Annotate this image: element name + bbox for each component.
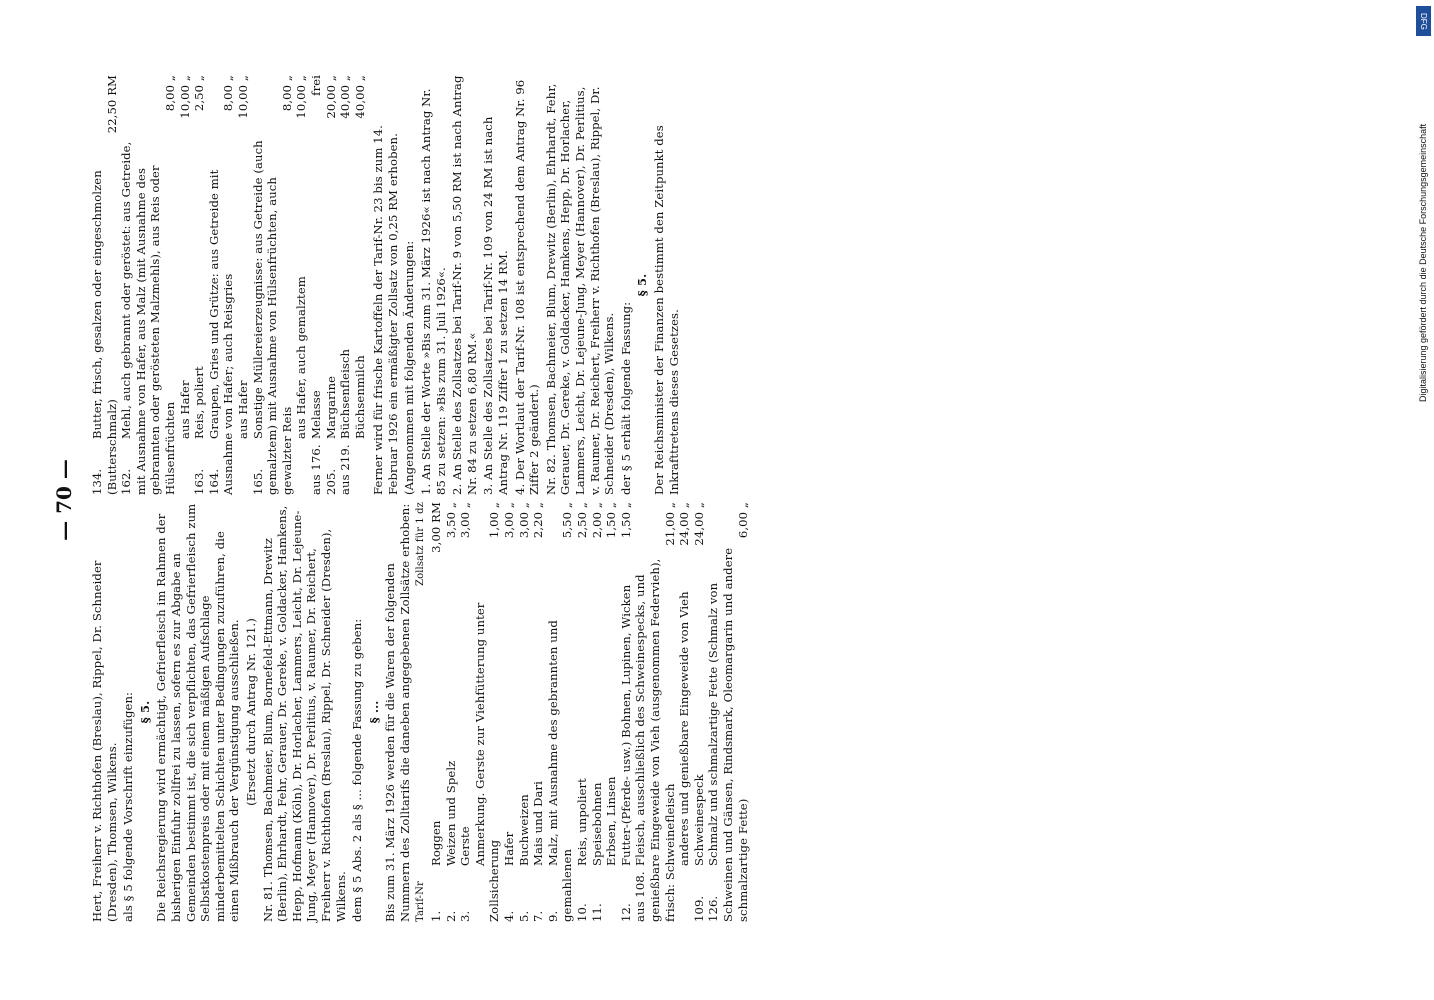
paragraph: Hert, Freiherr v. Richthofen (Breslau), Rippel, Dr. Schneider (Dresden), Thomsen, Wilkens. (90, 560, 119, 922)
tariff-number: 165. (250, 468, 265, 495)
tariff-description: Sonstige Müllereierzeugnisse: aus Getreide (auch gemalztem) mit Ausnahme von Hülsenfrüchten, auch gewalzter Reis (250, 140, 294, 495)
paragraph: 2. An Stelle des Zollsatzes bei Tarif-Nr. 9 von 5,50 RM ist nach Antrag Nr. 84 zu setzen 6,80 RM.« (450, 75, 479, 495)
tariff-rate: 2,20 „ (531, 502, 546, 539)
tariff-rate: 10,00 „ (294, 75, 309, 119)
tariff-list (429, 502, 750, 922)
tariff-description: Schmalz und schmalzartige Fette (Schmalz von Schweinen und Gänsen, Rindsmark, Oleomargarin und andere schmalzartige Fette) (706, 547, 750, 922)
tariff-description: Speisebohnen (589, 782, 604, 866)
tariff-description: Weizen und Spelz (443, 760, 458, 866)
tariff-row (192, 75, 207, 495)
tariff-row (251, 75, 295, 495)
tariff-description: Margarine (323, 375, 338, 439)
paragraph: Der Reichsminister der Finanzen bestimmt den Zeitpunkt des Inkrafttretens dieses Gesetzes. (651, 125, 681, 495)
tariff-row (590, 502, 605, 922)
tariff-rate: 8,00 „ (162, 75, 177, 112)
tariff-row (677, 502, 692, 922)
tariff-rate: 2,50 „ (192, 75, 207, 112)
tariff-number: 164. (206, 468, 221, 495)
tariff-description: anderes und genießbare Eingeweide von Vieh (677, 591, 692, 866)
tariff-rate: 24,00 „ (677, 502, 692, 546)
tariff-number: aus 108. (633, 871, 648, 922)
paragraph: Ferner wird für frische Kartoffeln der Tarif-Nr. 23 bis zum 14. Februar 1926 ein ermäßigter Zollsatz von 0,25 RM erhoben. (371, 125, 400, 495)
tariff-row (502, 502, 517, 922)
tariff-number: 9. (545, 910, 560, 922)
sidebar-strip (1410, 0, 1434, 1000)
tariff-rate: 10,00 „ (177, 75, 192, 119)
tariff-row (575, 502, 590, 922)
tariff-number: 10. (575, 903, 589, 922)
tariff-number: 5. (516, 910, 531, 922)
tariff-rate: frei (308, 75, 323, 96)
tariff-number: 205. (323, 468, 338, 495)
tariff-row (324, 75, 339, 495)
paragraph: der § 5 erhält folgende Fassung: (618, 301, 633, 495)
tariff-description: Roggen (429, 820, 444, 866)
tariff-row (692, 502, 707, 922)
tariff-rate: 3,00 „ (516, 502, 531, 539)
tariff-row (619, 502, 634, 922)
tariff-rate: 1,50 „ (618, 502, 633, 539)
tariff-description: Reis, poliert (192, 366, 207, 439)
tariff-number: 1. (429, 910, 444, 922)
rotated-page-content (42, 50, 1392, 950)
right-column (90, 75, 683, 495)
tariff-rate: 8,00 „ (279, 75, 294, 112)
tariff-header (414, 502, 429, 922)
section-heading: § 5. (635, 273, 650, 297)
tariff-description: Buchweizen (516, 794, 531, 866)
section-heading: § ... (366, 700, 381, 724)
tariff-rate: 22,50 RM (104, 75, 119, 134)
paragraph: (Angenommen mit folgenden Änderungen: (402, 240, 417, 495)
tariff-rate: 10,00 „ (235, 75, 250, 119)
paragraph: 1. An Stelle der Worte »Bis zum 31. März 1926« ist nach Antrag Nr. 85 zu setzen: »Bis zum 31. Juli 1926«. (419, 88, 448, 495)
tariff-description: Gerste (458, 826, 473, 866)
tariff-row (531, 502, 546, 922)
tariff-row (473, 502, 502, 922)
tariff-description: Malz, mit Ausnahme des gebrannten und gemahlenen (545, 620, 575, 922)
tariff-description: Graupen, Gries und Grütze: aus Getreide mit Ausnahme von Hafer; auch Reisgries (206, 169, 236, 495)
tariff-number: 162. (119, 468, 134, 495)
tariff-rate: 1,50 „ (604, 502, 619, 539)
tariff-description: Futter-(Pferde- usw.) Bohnen, Lupinen, Wicken (618, 584, 633, 866)
section-heading: § 5. (137, 700, 152, 724)
tariff-description: aus Hafer (235, 380, 250, 439)
tariff-description: Schweinespeck (691, 774, 706, 866)
tariff-number: 109. (691, 895, 706, 922)
tariff-description: Mais und Dari (531, 781, 546, 866)
tariff-number: 4. (502, 910, 517, 922)
tariff-row (517, 502, 532, 922)
tariff-rate: 5,50 „ (560, 502, 575, 539)
tariff-description: aus Hafer (177, 380, 192, 439)
tariff-rate-header: Zollsatz für 1 dz (415, 502, 427, 586)
tariff-row (353, 75, 368, 495)
tariff-row (429, 502, 444, 922)
tariff-number: 7. (531, 910, 546, 922)
tariff-description: Büchsenmilch (352, 355, 367, 439)
paragraph: dem § 5 Abs. 2 als § ... folgende Fassung zu geben: (350, 618, 365, 922)
paragraph: 3. An Stelle des Zollsatzes bei Tarif-Nr. 109 von 24 RM ist nach Antrag Nr. 119 Ziffer 1 zu setzen 14 RM. (481, 116, 511, 495)
tariff-number: 134. (90, 468, 104, 495)
tariff-description: Erbsen, Linsen (604, 776, 619, 866)
tariff-description: aus Hafer, auch gemalztem (294, 276, 309, 439)
tariff-rate: 3,00 „ (502, 502, 517, 539)
tariff-number-header: Tarif-Nr (415, 881, 427, 922)
tariff-number: 2. (443, 910, 458, 922)
tariff-rate: 2,50 „ (575, 502, 589, 539)
tariff-rate: 6,00 „ (735, 502, 750, 539)
tariff-row (207, 75, 236, 495)
tariff-number: aus 219. (338, 444, 353, 495)
tariff-rate: 3,00 RM (429, 502, 444, 553)
paragraph: Nr. 82. Thomsen, Bachmeier, Blum, Drewitz (Berlin), Ehrhardt, Fehr, Gerauer, Dr. Gereke, v. Goldacker, Hamkens, Hepp, Dr. Horlacher, Lammers, Leicht, Dr. Lejeune-Jung, Meyer (Hannover), Dr. Perlitius, v. Raumer, Dr. Reichert, Freiherr v. Richthofen (Breslau), Rippel, Dr. Schneider (Dresden), Wilkens. (543, 83, 617, 495)
tariff-row (90, 75, 119, 495)
tariff-number: 126. (706, 895, 721, 922)
tariff-number: 3. (458, 910, 473, 922)
tariff-rate: 2,00 „ (589, 502, 604, 539)
tariff-rate: 40,00 „ (352, 75, 367, 119)
tariff-number: 163. (192, 468, 207, 495)
paragraph: Bis zum 31. März 1926 werden für die Waren der folgenden Nummern des Zolltarifs die daneben angegebenen Zollsätze erhoben: (383, 503, 412, 922)
tariff-rate: 40,00 „ (338, 75, 353, 119)
tariff-description: Melasse (308, 390, 323, 439)
tariff-rate: 21,00 „ (662, 502, 677, 546)
tariff-row (633, 502, 677, 922)
funding-caption: Digitalisierung gefördert durch die Deutsche Forschungsgemeinschaft (1418, 123, 1428, 402)
tariff-description: Butter, frisch, gesalzen oder eingeschmolzen (Butterschmalz) (90, 170, 119, 495)
tariff-row (338, 75, 353, 495)
tariff-rate: 3,00 „ (458, 502, 473, 539)
left-column (90, 502, 750, 922)
tariff-description: Büchsenfleisch (338, 348, 353, 439)
tariff-rate: 24,00 „ (691, 502, 706, 546)
tariff-number: aus 176. (308, 444, 323, 495)
page-number: — 70 — (52, 459, 76, 541)
tariff-list-continued (90, 75, 367, 495)
tariff-row (236, 75, 251, 495)
tariff-number: 11. (589, 903, 604, 922)
tariff-row (294, 75, 309, 495)
tariff-row (119, 75, 177, 495)
paragraph: Die Reichsregierung wird ermächtigt, Gefrierfleisch im Rahmen der bisherigen Einfuhr zollfrei zu lassen, sofern es zur Abgabe an Gemeinden bestimmt ist, die sich verpflichten, das Gefrierfleisch zum Selbstkostenpreis oder mit einem mäßigen Aufschlage minderbemittelten Schichten unter Bedingungen zuzuführen, die einen Mißbrauch der Vergünstigung ausschließen. (154, 503, 242, 922)
tariff-row (604, 502, 619, 922)
paragraph: 4. Der Wortlaut der Tarif-Nr. 108 ist entsprechend dem Antrag Nr. 96 Ziffer 2 geändert.) (512, 79, 542, 495)
paragraph: (Ersetzt durch Antrag Nr. 121.) (243, 618, 258, 806)
tariff-rate: 3,50 „ (443, 502, 458, 539)
right-paragraphs (371, 75, 681, 495)
tariff-row (444, 502, 459, 922)
tariff-row (178, 75, 193, 495)
paragraph: als § 5 folgende Vorschrift einzufügen: (121, 691, 136, 922)
tariff-description: Fleisch, ausschließlich des Schweinespecks, und genießbare Eingeweide von Vieh (ausgenommen Federvieh), frisch: Schweinefleisch (633, 558, 677, 922)
tariff-number: 12. (618, 903, 633, 922)
tariff-row (309, 75, 324, 495)
tariff-description: Mehl, auch gebrannt oder geröstet: aus Getreide, mit Ausnahme von Hafer, aus Malz (mit Ausnahme des gebrannten oder gerösteten Malzmehls), aus Reis oder Hülsenfrüchten (119, 141, 177, 495)
tariff-row (706, 502, 750, 922)
tariff-description: Hafer (502, 831, 517, 866)
tariff-rate: 8,00 „ (221, 75, 236, 112)
tariff-row (458, 502, 473, 922)
tariff-rate: 1,00 „ (487, 502, 502, 539)
tariff-row (546, 502, 575, 922)
dfg-logo: DFG (1416, 6, 1431, 36)
motion-paragraph: Nr. 81. Thomsen, Bachmeier, Blum, Bornefeld-Ettmann, Drewitz (Berlin), Ehrhardt, Fehr, Gerauer, Dr. Gereke, v. Goldacker, Hamkens, Hepp, Hofmann (Köln), Dr. Horlacher, Lammers, Leicht, Dr. Lejeune-Jung, Meyer (Hannover), Dr. Perlitius, v. Raumer, Dr. Reichert, Freiherr v. Richthofen (Breslau), Rippel, Dr. Schneider (Dresden), Wilkens. (260, 505, 348, 922)
tariff-description: Anmerkung. Gerste zur Viehfütterung unter Zollsicherung (472, 602, 502, 922)
tariff-description: Reis, unpoliert (575, 778, 589, 866)
tariff-rate: 20,00 „ (323, 75, 338, 119)
